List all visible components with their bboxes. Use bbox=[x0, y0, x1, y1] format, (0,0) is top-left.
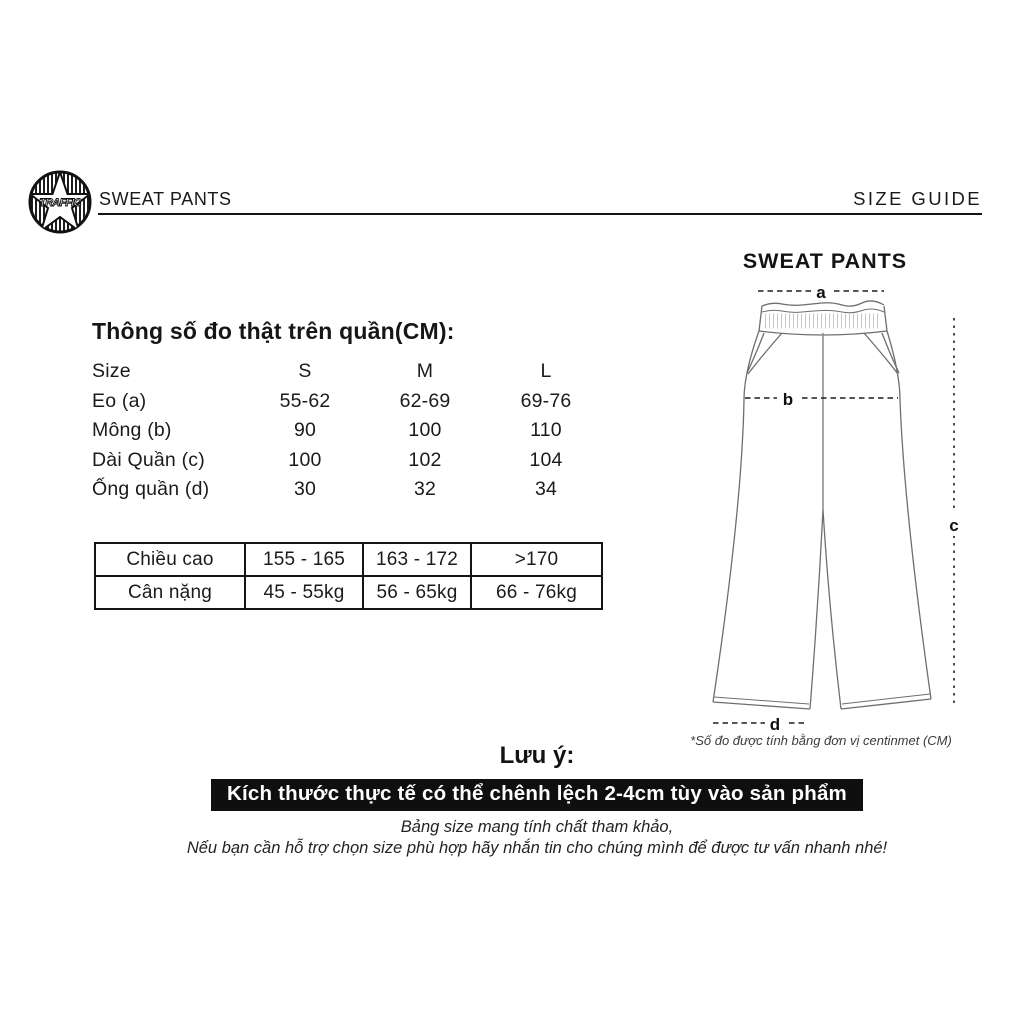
header-divider bbox=[98, 213, 982, 215]
spec-cell: 55-62 bbox=[279, 389, 331, 412]
fit-table bbox=[94, 542, 603, 610]
fit-row-label: Chiều cao bbox=[95, 543, 245, 576]
pants-outline bbox=[713, 301, 931, 709]
spec-cell: 69-76 bbox=[520, 389, 572, 412]
table-row bbox=[95, 576, 602, 609]
notes-section bbox=[92, 742, 982, 858]
spec-cell: 34 bbox=[534, 478, 558, 501]
pants-diagram bbox=[680, 278, 1020, 748]
spec-cell: 102 bbox=[408, 448, 442, 471]
spec-row-label: Dài Quần (c) bbox=[92, 448, 205, 471]
brand-logo-text: TRAFFIC bbox=[39, 197, 81, 209]
spec-cell: 30 bbox=[293, 478, 317, 501]
diagram-footnote: *Số đo được tính bằng đơn vị centinmet (CM) bbox=[690, 733, 952, 748]
spec-row-label: Eo (a) bbox=[92, 389, 147, 412]
fit-cell: 163 - 172 bbox=[363, 543, 471, 576]
fit-row-label: Cân nặng bbox=[95, 576, 245, 609]
measurements-heading: Thông số đo thật trên quần(CM): bbox=[92, 318, 455, 344]
fit-cell: 56 - 65kg bbox=[363, 576, 471, 609]
header-product-name: SWEAT PANTS bbox=[99, 189, 232, 209]
brand-logo bbox=[27, 169, 93, 235]
measure-label-b: b bbox=[782, 390, 794, 409]
spec-row-label: Ống quần (d) bbox=[92, 478, 210, 501]
fit-cell: 155 - 165 bbox=[245, 543, 363, 576]
spec-col-header: M bbox=[416, 360, 434, 383]
spec-cell: 90 bbox=[293, 419, 317, 442]
measurement-table bbox=[92, 357, 607, 505]
spec-cell: 100 bbox=[408, 419, 442, 442]
spec-cell: 32 bbox=[413, 478, 437, 501]
fit-cell: >170 bbox=[471, 543, 602, 576]
spec-cell: 100 bbox=[288, 448, 322, 471]
notes-line: Nếu bạn cần hỗ trợ chọn size phù hợp hãy nhắn tin cho chúng mình để được tư vấn nhanh nhé! bbox=[186, 839, 888, 857]
barcode-circle-icon bbox=[30, 172, 90, 232]
spec-cell: 110 bbox=[530, 419, 562, 442]
tolerance-highlight: Kích thước thực tế có thể chênh lệch 2-4cm tùy vào sản phẩm bbox=[211, 779, 863, 811]
notes-heading: Lưu ý: bbox=[499, 742, 575, 769]
diagram-title: SWEAT PANTS bbox=[742, 249, 908, 273]
measure-label-d: d bbox=[769, 715, 781, 734]
measure-label-c: c bbox=[949, 516, 959, 535]
fit-cell: 66 - 76kg bbox=[471, 576, 602, 609]
notes-line: Bảng size mang tính chất tham khảo, bbox=[400, 818, 674, 836]
spec-cell: 104 bbox=[529, 448, 563, 471]
spec-col-header: Size bbox=[92, 360, 131, 383]
spec-col-header: S bbox=[298, 360, 312, 383]
fit-cell: 45 - 55kg bbox=[245, 576, 363, 609]
header-page-title: SIZE GUIDE bbox=[853, 188, 982, 209]
measure-label-a: a bbox=[816, 283, 826, 302]
spec-col-header: L bbox=[540, 360, 552, 383]
table-row bbox=[95, 543, 602, 576]
spec-row-label: Mông (b) bbox=[92, 419, 172, 442]
spec-cell: 62-69 bbox=[399, 389, 451, 412]
